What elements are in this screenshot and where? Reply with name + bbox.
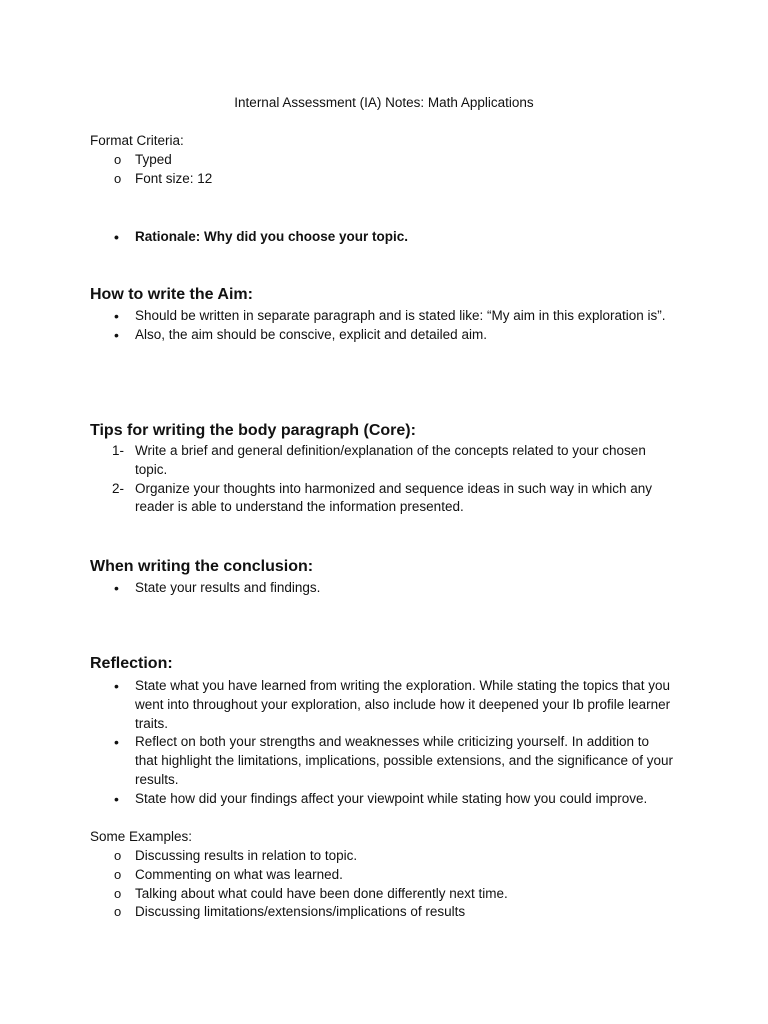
circle-marker: o [114,848,122,863]
bullet-marker: • [114,326,119,343]
reflection-list [0,677,768,809]
aim-list [0,307,768,345]
list-item: • Should be written in separate paragraph and is stated like: “My aim in this exploration is”. [114,308,666,324]
circle-marker: o [114,152,122,167]
list-item: o Discussing results in relation to topic. [0,847,675,866]
document-title: Internal Assessment (IA) Notes: Math Applications [234,95,534,110]
rationale-item: • Rationale: Why did you choose your topic. [114,229,409,245]
bullet-marker: • [114,229,119,245]
body-list [0,442,768,517]
list-item: o Talking about what could have been done differently next time. [0,885,675,904]
conclusion-list [0,579,768,598]
bullet-marker: • [114,790,119,807]
bullet-marker: • [114,308,119,324]
aim-heading: How to write the Aim: [90,286,253,303]
format-criteria-label: Format Criteria: [90,133,184,148]
list-item: • State how did your findings affect your viewpoint while stating how you could improve. [114,790,648,807]
list-item: o Typed [0,151,675,170]
circle-marker: o [114,866,122,882]
circle-marker: o [114,904,122,920]
examples-label: Some Examples: [90,829,193,844]
list-item: o Discussing limitations/extensions/implications of results [0,903,675,922]
list-item: 1- Write a brief and general definition/explanation of the concepts related to your chosen topic. [112,443,646,477]
number-marker: 1- [112,443,125,458]
bullet-marker: • [114,734,119,751]
list-item: • State your results and findings. [114,580,321,596]
circle-marker: o [114,885,122,901]
conclusion-heading: When writing the conclusion: [90,558,314,575]
list-item: • Reflect on both your strengths and weaknesses while criticizing yourself. In addition to that highlight the limitations, implications, possible extensions, and the significance of your results. [114,734,674,787]
bullet-marker: • [114,580,119,596]
number-marker: 2- [112,480,125,496]
list-item: 2- Organize your thoughts into harmonized and sequence ideas in such way in which any reader is able to understand the information presented. [112,480,653,515]
bullet-marker: • [114,678,119,694]
list-item: o Commenting on what was learned. [0,866,675,885]
rationale-list [0,228,768,247]
examples-list [0,847,768,922]
format-criteria-list [0,151,768,189]
list-item: • State what you have learned from writing the exploration. While stating the topics that you went into throughout your exploration, also include how it deepened your Ib profile learner traits. [114,678,671,731]
reflection-heading: Reflection: [90,655,173,672]
list-item: o Font size: 12 [0,170,675,189]
body-heading: Tips for writing the body paragraph (Core): [90,422,416,439]
circle-marker: o [114,170,122,186]
list-item: • Also, the aim should be conscive, explicit and detailed aim. [114,326,487,343]
